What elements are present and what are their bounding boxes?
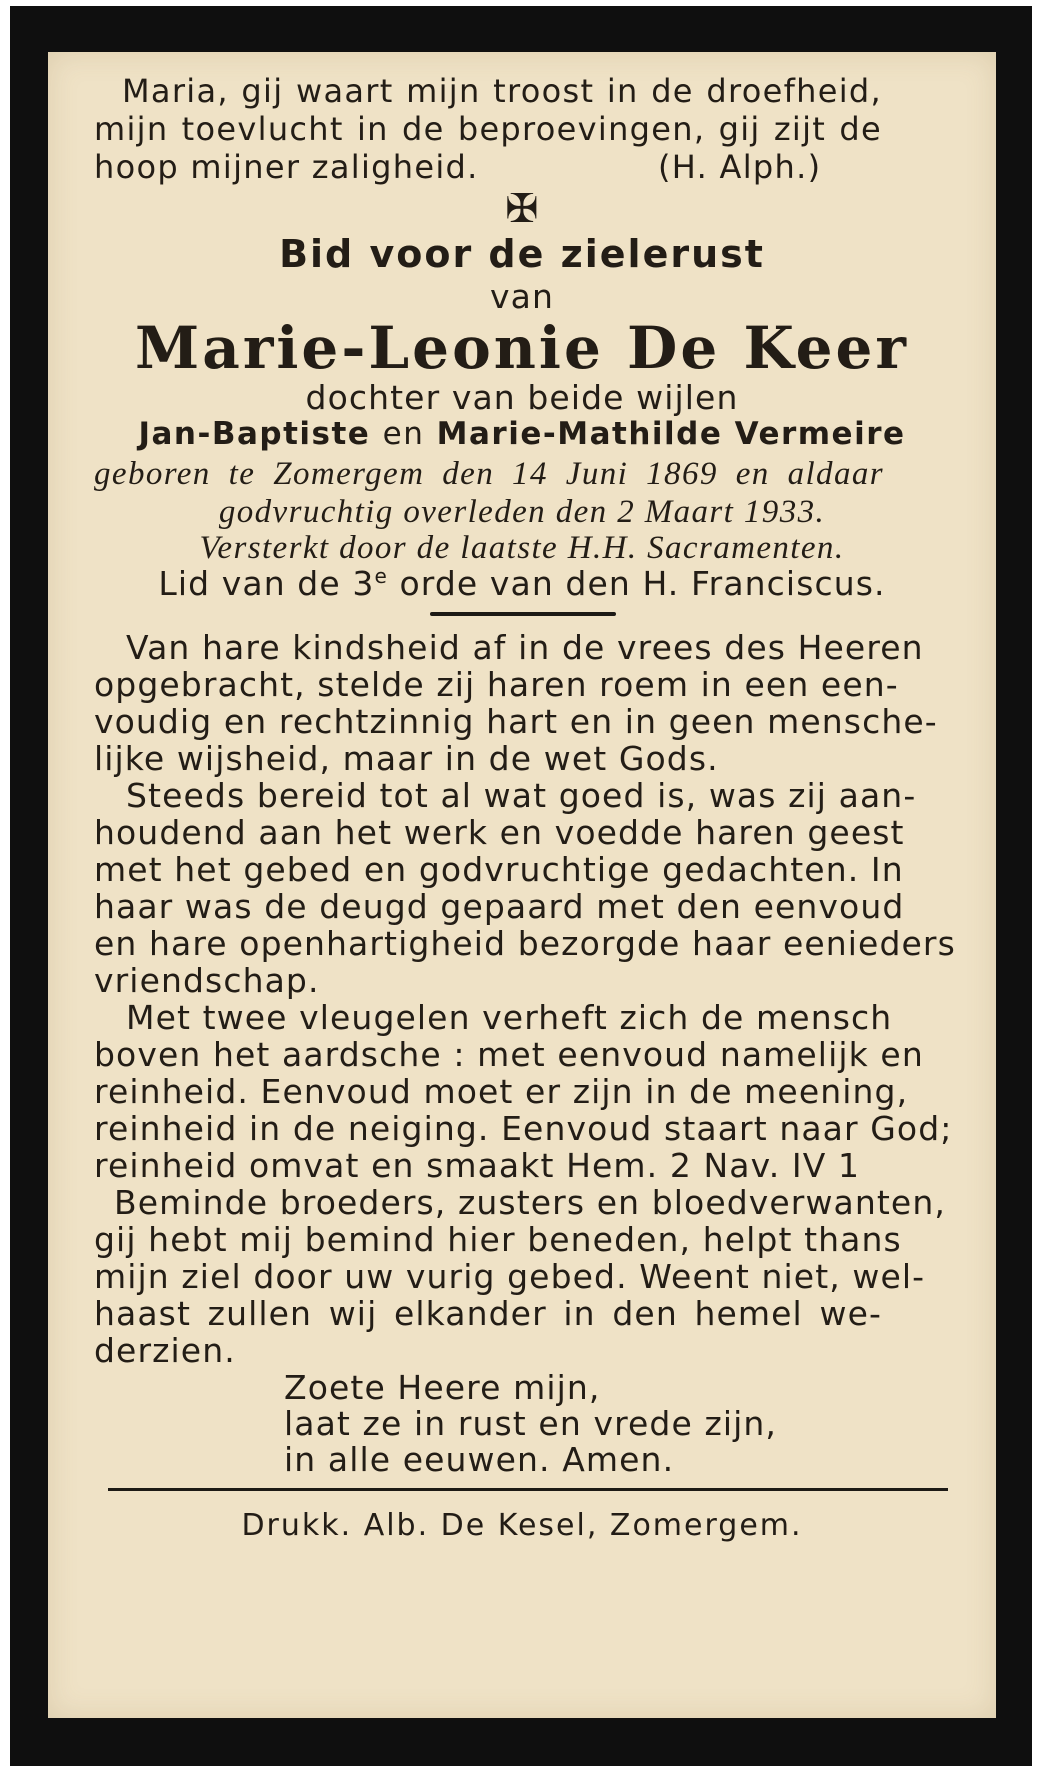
- para4-line-1: Beminde broeders, zusters en bloedverwanten,: [114, 1183, 946, 1222]
- father-name: Jan-Baptiste: [138, 416, 371, 452]
- para2-line-2: houdend aan het werk en voedde haren geest: [94, 813, 905, 852]
- para2-line-3: met het gebed en godvruchtige gedachten. In: [94, 850, 904, 889]
- para3-line-4: reinheid in de neiging. Eenvoud staart naar God;: [94, 1109, 953, 1148]
- para1-line-1: Van hare kindsheid af in de vrees des Heeren: [126, 628, 924, 667]
- para1-line-2: opgebracht, stelde zij haren roem in een een-: [94, 665, 899, 704]
- prayer-heading: Bid voor de zielerust: [279, 232, 765, 276]
- parents-conjunction: en: [382, 416, 425, 452]
- para2-line-5: en hare openhartigheid bezorgde haar eenieders: [94, 924, 956, 963]
- para1-line-4: lijke wijsheid, maar in de wet Gods.: [94, 739, 719, 778]
- short-divider: [430, 612, 616, 616]
- order-before: Lid van de 3: [158, 564, 375, 603]
- bottom-divider: [108, 1488, 948, 1491]
- para2-line-4: haar was de deugd gepaard met den eenvoud: [94, 887, 905, 926]
- para2-line-6: vriendschap.: [94, 961, 320, 1000]
- deceased-name: Marie-Leonie De Keer: [135, 314, 909, 382]
- para1-line-3: voudig en rechtzinnig hart en in geen mensche-: [94, 702, 938, 741]
- memorial-card: [10, 6, 1032, 1766]
- verse-line-3: in alle eeuwen. Amen.: [284, 1440, 675, 1479]
- death-line: godvruchtig overleden den 2 Maart 1933.: [218, 494, 826, 530]
- para3-line-2: boven het aardsche : met eenvoud namelijk en: [94, 1035, 924, 1074]
- verse-line-1: Zoete Heere mijn,: [284, 1368, 601, 1407]
- para4-line-2: gij hebt mij bemind hier beneden, helpt thans: [94, 1220, 902, 1259]
- verse-line-2: laat ze in rust en vrede zijn,: [284, 1404, 778, 1443]
- birth-line: geboren te Zomergem den 14 Juni 1869 en aldaar: [94, 456, 884, 492]
- printer-credit: Drukk. Alb. De Kesel, Zomergem.: [241, 1508, 803, 1543]
- para4-line-4: haast zullen wij elkander in den hemel we-: [94, 1294, 882, 1333]
- para4-line-5: derzien.: [94, 1331, 236, 1370]
- para3-line-5: reinheid omvat en smaakt Hem. 2 Nav. IV 1: [94, 1146, 861, 1185]
- quote-line-1: Maria, gij waart mijn troost in de droefheid,: [122, 72, 882, 110]
- order-after: orde van den H. Franciscus.: [387, 564, 886, 603]
- cross-icon: ✠: [505, 186, 539, 232]
- quote-line-3: hoop mijner zaligheid.: [94, 148, 479, 186]
- para4-line-3: mijn ziel door uw vurig gebed. Weent niet, wel-: [94, 1257, 926, 1296]
- order-line: [48, 564, 996, 603]
- para3-line-3: reinheid. Eenvoud moet er zijn in de meening,: [94, 1072, 909, 1111]
- quote-attribution: (H. Alph.): [658, 148, 822, 186]
- van-label: van: [490, 277, 554, 316]
- daughter-of: dochter van beide wijlen: [305, 378, 739, 417]
- order-sup: e: [374, 564, 388, 588]
- quote-line-2: mijn toevlucht in de beproevingen, gij zijt de: [94, 110, 882, 148]
- para2-line-1: Steeds bereid tot al wat goed is, was zij aan-: [126, 776, 917, 815]
- sacraments-line: Versterkt door de laatste H.H. Sacramenten.: [199, 530, 845, 566]
- parents-line: [48, 416, 996, 452]
- card-paper: [48, 52, 996, 1718]
- mother-name: Marie-Mathilde Vermeire: [436, 416, 906, 452]
- para3-line-1: Met twee vleugelen verheft zich de mensch: [126, 998, 893, 1037]
